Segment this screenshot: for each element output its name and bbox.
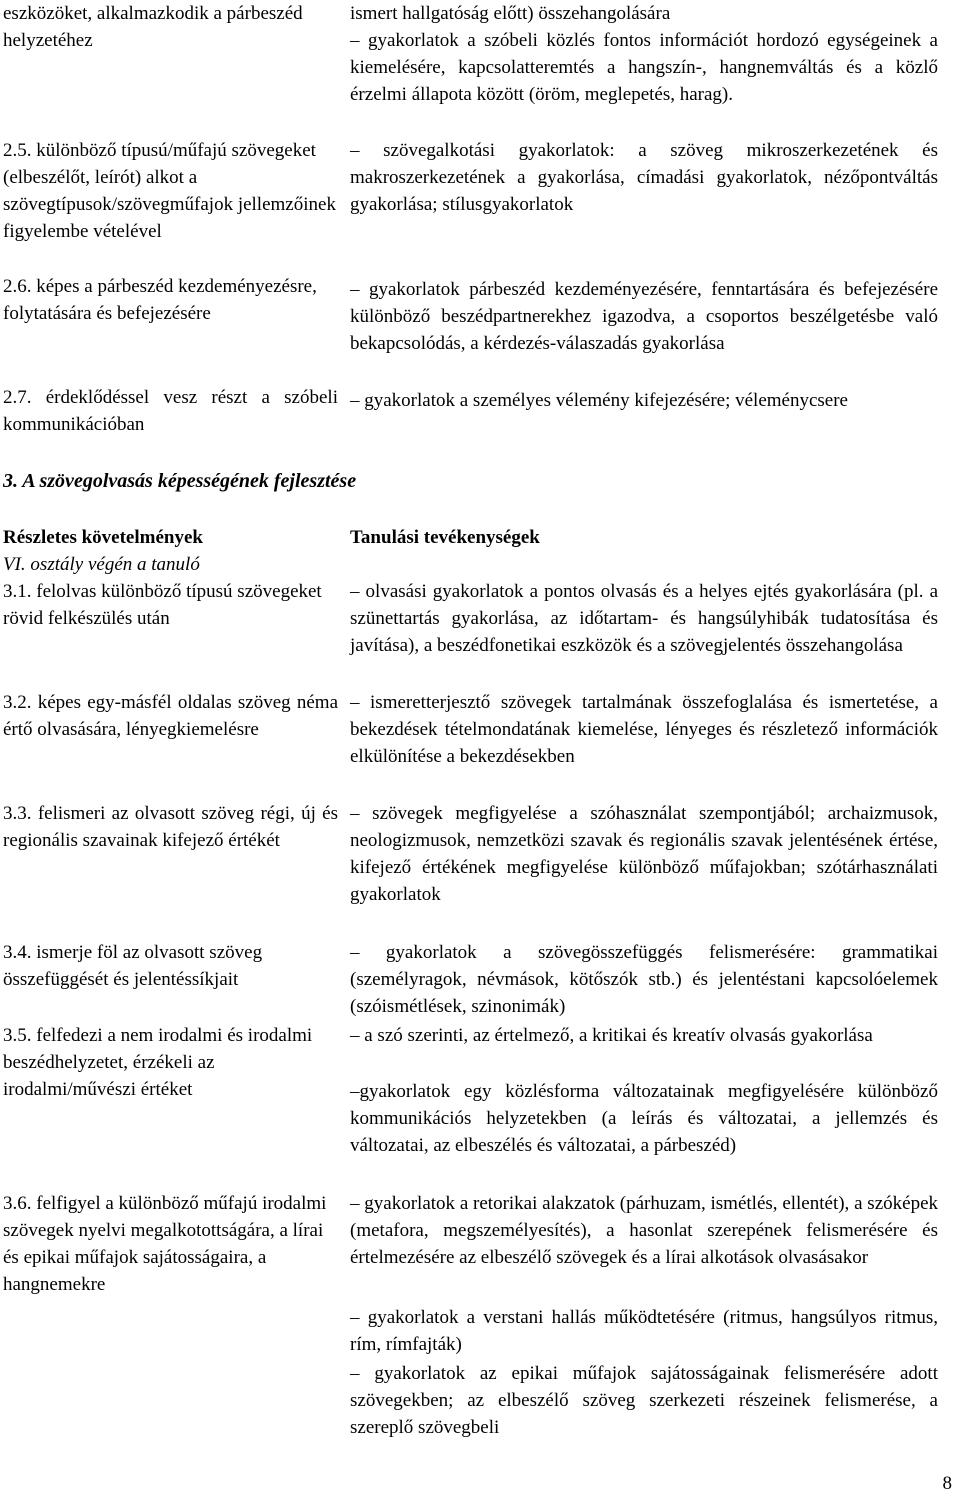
- activity-reading-levels: – a szó szerinti, az értelmező, a kritikai és kreatív olvasás gyakorlása: [350, 1025, 873, 1046]
- activity-coherence: – gyakorlatok a szövegösszefüggés felismerésére: grammatikai (személyragok, névmások, kötőszók stb.) és jelentéstani kapcsolóelemek (szóismétlések, szinonimák): [350, 942, 938, 1017]
- requirements-subheader: VI. osztály végén a tanuló: [3, 554, 200, 575]
- requirement-2-5: 2.5. különböző típusú/műfajú szövegeket (elbeszélőt, leírót) alkot a szövegtípusok/szövegműfajok jellemzőinek figyelembe vételével: [3, 140, 336, 242]
- activity-emphasis: – gyakorlatok a szóbeli közlés fontos információt hordozó egységeinek a kiemelésére, kapcsolatteremtés a hangszín-, hangnemváltás és a közlő érzelmi állapota között (öröm, meglepetés, harag).: [350, 30, 938, 105]
- requirement-2-7: 2.7. érdeklődéssel vesz részt a szóbeli kommunikációban: [3, 387, 338, 435]
- requirement-3-3: 3.3. felismeri az olvasott szöveg régi, új és regionális szavainak kifejező értékét: [3, 803, 338, 851]
- activity-dialogue: – gyakorlatok párbeszéd kezdeményezésére, fenntartására és befejezésére különböző beszédpartnerekhez igazodva, a csoportos beszélgetésbe való bekapcsolódás, a kérdezés-válaszadás gyakorlása: [350, 279, 938, 354]
- requirement-3-4: 3.4. ismerje föl az olvasott szöveg összefüggését és jelentéssíkjait: [3, 942, 263, 990]
- activity-continuation: ismert hallgatóság előtt) összehangolására: [350, 3, 671, 24]
- requirement-3-1: 3.1. felolvas különböző típusú szövegeket rövid felkészülés után: [3, 581, 322, 629]
- requirement-continuation: eszközöket, alkalmazkodik a párbeszéd helyzetéhez: [3, 3, 303, 51]
- activity-opinion: – gyakorlatok a személyes vélemény kifejezésére; véleménycsere: [350, 390, 848, 411]
- page-number: 8: [942, 1473, 952, 1494]
- activity-discourse-forms: –gyakorlatok egy közlésforma változatainak megfigyelésére különböző kommunikációs helyzetekben (a leírás és változatai, a jellemzés és változatai, az elbeszélés és változatai, a párbeszéd): [350, 1081, 938, 1156]
- activity-reading-practice: – olvasási gyakorlatok a pontos olvasás és a helyes ejtés gyakorlására (pl. a szünettartás gyakorlása, az időtartam- és hangsúlyhibák tudatosítása és javítása), a beszédfonetikai eszközök és a szövegjelentés összehangolása: [350, 581, 938, 656]
- activity-text-composition: – szövegalkotási gyakorlatok: a szöveg mikroszerkezetének és makroszerkezetének a gyakorlása, címadási gyakorlatok, nézőpontváltás gyakorlása; stílusgyakorlatok: [350, 140, 938, 215]
- requirement-3-6: 3.6. felfigyel a különböző műfajú irodalmi szövegek nyelvi megalkotottságára, a lírai és epikai műfajok sajátosságaira, a hangnemekre: [3, 1193, 327, 1295]
- activities-header: Tanulási tevékenységek: [350, 527, 540, 548]
- activity-prosody: – gyakorlatok a verstani hallás működtetésére (ritmus, hangsúlyos ritmus, rím, rímfajták): [350, 1307, 938, 1355]
- requirement-3-5: 3.5. felfedezi a nem irodalmi és irodalmi beszédhelyzetet, érzékeli az irodalmi/művészi értéket: [3, 1025, 313, 1100]
- activity-vocabulary: – szövegek megfigyelése a szóhasználat szempontjából; archaizmusok, neologizmusok, nemzetközi szavak és regionális szavak jelentésének értése, kifejező értékének megfigyelése különböző műfajokban; szótárhasználati gyakorlatok: [350, 803, 938, 905]
- activity-rhetoric: – gyakorlatok a retorikai alakzatok (párhuzam, ismétlés, ellentét), a szóképek (metafora, megszemélyesítés), a hasonlat szerepének felismerésére és értelmezésére az elbeszélő szövegek és a lírai alkotások olvasásakor: [350, 1193, 938, 1268]
- activity-epic-genres: – gyakorlatok az epikai műfajok sajátosságainak felismerésére adott szövegekben; az elbeszélő szöveg szerkezeti részeinek felismerése, a szereplő szövegbeli: [350, 1363, 938, 1438]
- requirement-2-6: 2.6. képes a párbeszéd kezdeményezésre, folytatására és befejezésére: [3, 276, 317, 324]
- section-heading: 3. A szövegolvasás képességének fejlesztése: [3, 470, 357, 492]
- requirement-3-2: 3.2. képes egy-másfél oldalas szöveg néma értő olvasására, lényegkiemelésre: [3, 692, 338, 740]
- activity-informative-texts: – ismeretterjesztő szövegek tartalmának összefoglalása és ismertetése, a bekezdések tételmondatának kiemelése, lényeges és részletező információk elkülönítése a bekezdésekben: [350, 692, 938, 767]
- requirements-header: Részletes követelmények: [3, 527, 203, 548]
